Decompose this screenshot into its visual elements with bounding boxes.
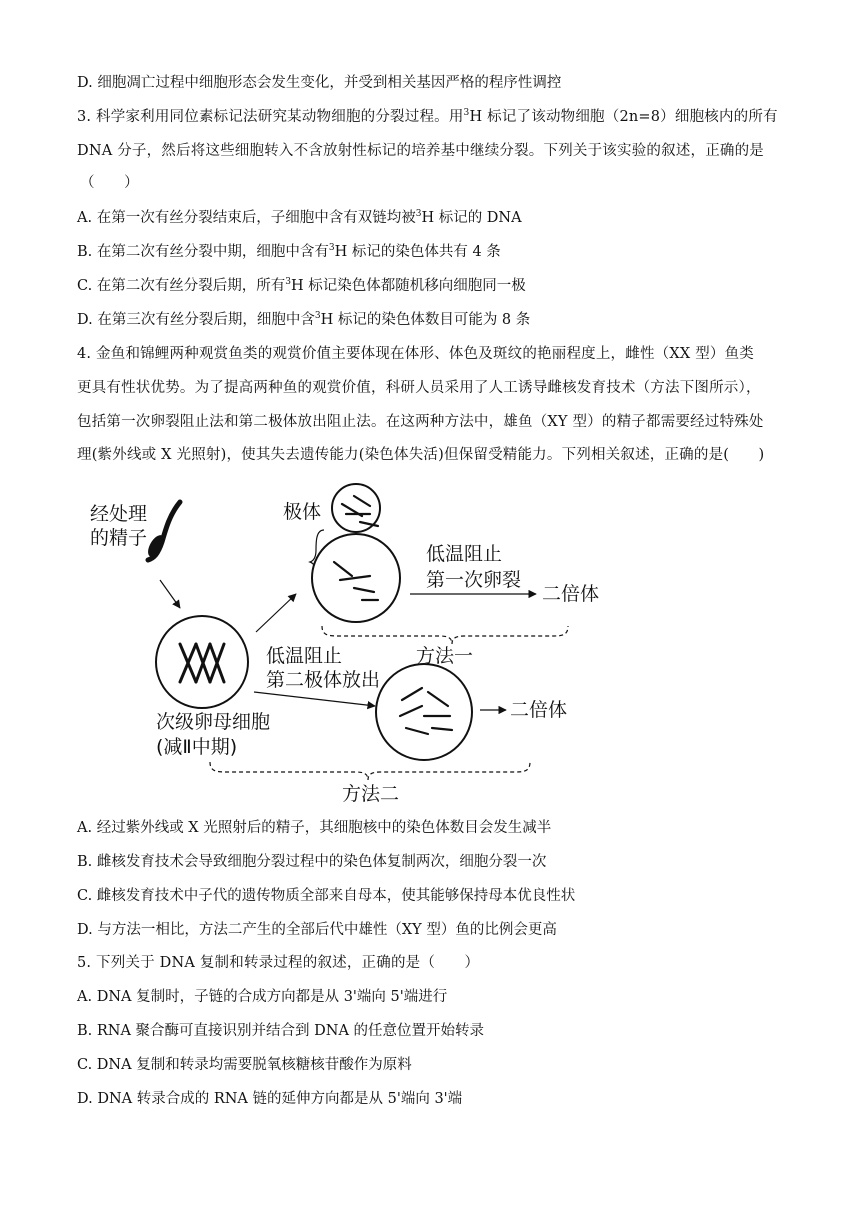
question-4-option-a: A. 经过紫外线或 X 光照射后的精子，其细胞核中的染色体数目会发生减半 bbox=[77, 820, 552, 836]
method-2-brace bbox=[210, 762, 530, 780]
question-3-option-d: D. 在第三次有丝分裂后期，细胞中含$^3$H 标记的染色体数目可能为 8 条 bbox=[77, 311, 531, 328]
question-3-stem-line-1: 3. 科学家利用同位素标记法研究某动物细胞的分裂过程。用$^3$H 标记了该动物细胞（2n=8）细胞核内的所有 bbox=[77, 108, 778, 125]
method-1-label: 方法一 bbox=[416, 645, 474, 667]
question-4-option-c: C. 雌核发育技术中子代的遗传物质全部来自母本，使其能够保持母本优良性状 bbox=[77, 888, 576, 904]
question-4-option-d: D. 与方法一相比，方法二产生的全部后代中雄性（XY 型）鱼的比例会更高 bbox=[77, 922, 557, 938]
question-4-stem-line-2: 更具有性状优势。为了提高两种鱼的观赏价值，科研人员采用了人工诱导雌核发育技术（方法下图所示）， bbox=[77, 380, 761, 396]
question-5-option-c: C. DNA 复制和转录均需要脱氧核糖核苷酸作为原料 bbox=[77, 1057, 412, 1073]
question-5-option-b: B. RNA 聚合酶可直接识别并结合到 DNA 的任意位置开始转录 bbox=[77, 1023, 485, 1039]
question-4-stem-line-3: 包括第一次卵裂阻止法和第二极体放出阻止法。在这两种方法中，雄鱼（XY 型）的精子都需要经过特殊处 bbox=[77, 414, 764, 430]
question-3-stem-line-2: DNA 分子，然后将这些细胞转入不含放射性标记的培养基中继续分裂。下列关于该实验的叙述，正确的是 bbox=[77, 143, 764, 159]
method-1-brace bbox=[322, 626, 568, 644]
question-4-option-b: B. 雌核发育技术会导致细胞分裂过程中的染色体复制两次，细胞分裂一次 bbox=[77, 854, 547, 870]
question-3-answer-blank: （ ） bbox=[80, 175, 139, 191]
arrow-oocyte-to-method-1 bbox=[256, 594, 296, 632]
method-2-condition-line-2: 第二极体放出 bbox=[266, 669, 381, 691]
question-5-stem: 5. 下列关于 DNA 复制和转录过程的叙述，正确的是（ ） bbox=[77, 955, 480, 971]
egg-cell-method-2 bbox=[376, 664, 472, 760]
question-2-option-d: D. 细胞凋亡过程中细胞形态会发生变化，并受到相关基因严格的程序性调控 bbox=[77, 75, 562, 91]
sperm-label-line-2: 的精子 bbox=[90, 527, 148, 549]
arrow-oocyte-to-method-2 bbox=[254, 692, 375, 706]
oocyte-label-line-1: 次级卵母细胞 bbox=[156, 711, 271, 733]
method-1-condition-line-2: 第一次卵裂 bbox=[426, 569, 522, 591]
polar-body-label: 极体 bbox=[283, 501, 322, 523]
method-1-condition-line-1: 低温阻止 bbox=[426, 543, 503, 565]
question-4-stem-line-1: 4. 金鱼和锦鲤两种观赏鱼类的观赏价值主要体现在体形、体色及斑纹的艳丽程度上，雌性（XX 型）鱼类 bbox=[77, 346, 754, 362]
method-2-result: 二倍体 bbox=[510, 699, 568, 721]
question-4-stem-line-4: 理(紫外线或 X 光照射)，使其失去遗传能力(染色体失活)但保留受精能力。下列相关叙述，正确的是( ) bbox=[77, 447, 765, 463]
question-5-option-a: A. DNA 复制时，子链的合成方向都是从 3'端向 5'端进行 bbox=[77, 989, 448, 1005]
method-2-condition-line-1: 低温阻止 bbox=[266, 645, 343, 667]
question-3-option-a: A. 在第一次有丝分裂结束后，子细胞中含有双链均被$^3$H 标记的 DNA bbox=[77, 209, 522, 226]
method-2-label: 方法二 bbox=[342, 783, 400, 805]
method-1-result: 二倍体 bbox=[542, 583, 600, 605]
question-3-option-b: B. 在第二次有丝分裂中期，细胞中含有$^3$H 标记的染色体共有 4 条 bbox=[77, 243, 501, 260]
arrow-sperm-to-oocyte bbox=[160, 580, 180, 608]
sperm-label-line-1: 经处理 bbox=[90, 503, 148, 525]
oocyte-label-line-2: (减Ⅱ中期) bbox=[156, 736, 238, 758]
gynogenesis-diagram bbox=[70, 466, 630, 816]
question-3-option-c: C. 在第二次有丝分裂后期，所有$^3$H 标记染色体都随机移向细胞同一极 bbox=[77, 277, 526, 294]
question-5-option-d: D. DNA 转录合成的 RNA 链的延伸方向都是从 5'端向 3'端 bbox=[77, 1091, 463, 1107]
